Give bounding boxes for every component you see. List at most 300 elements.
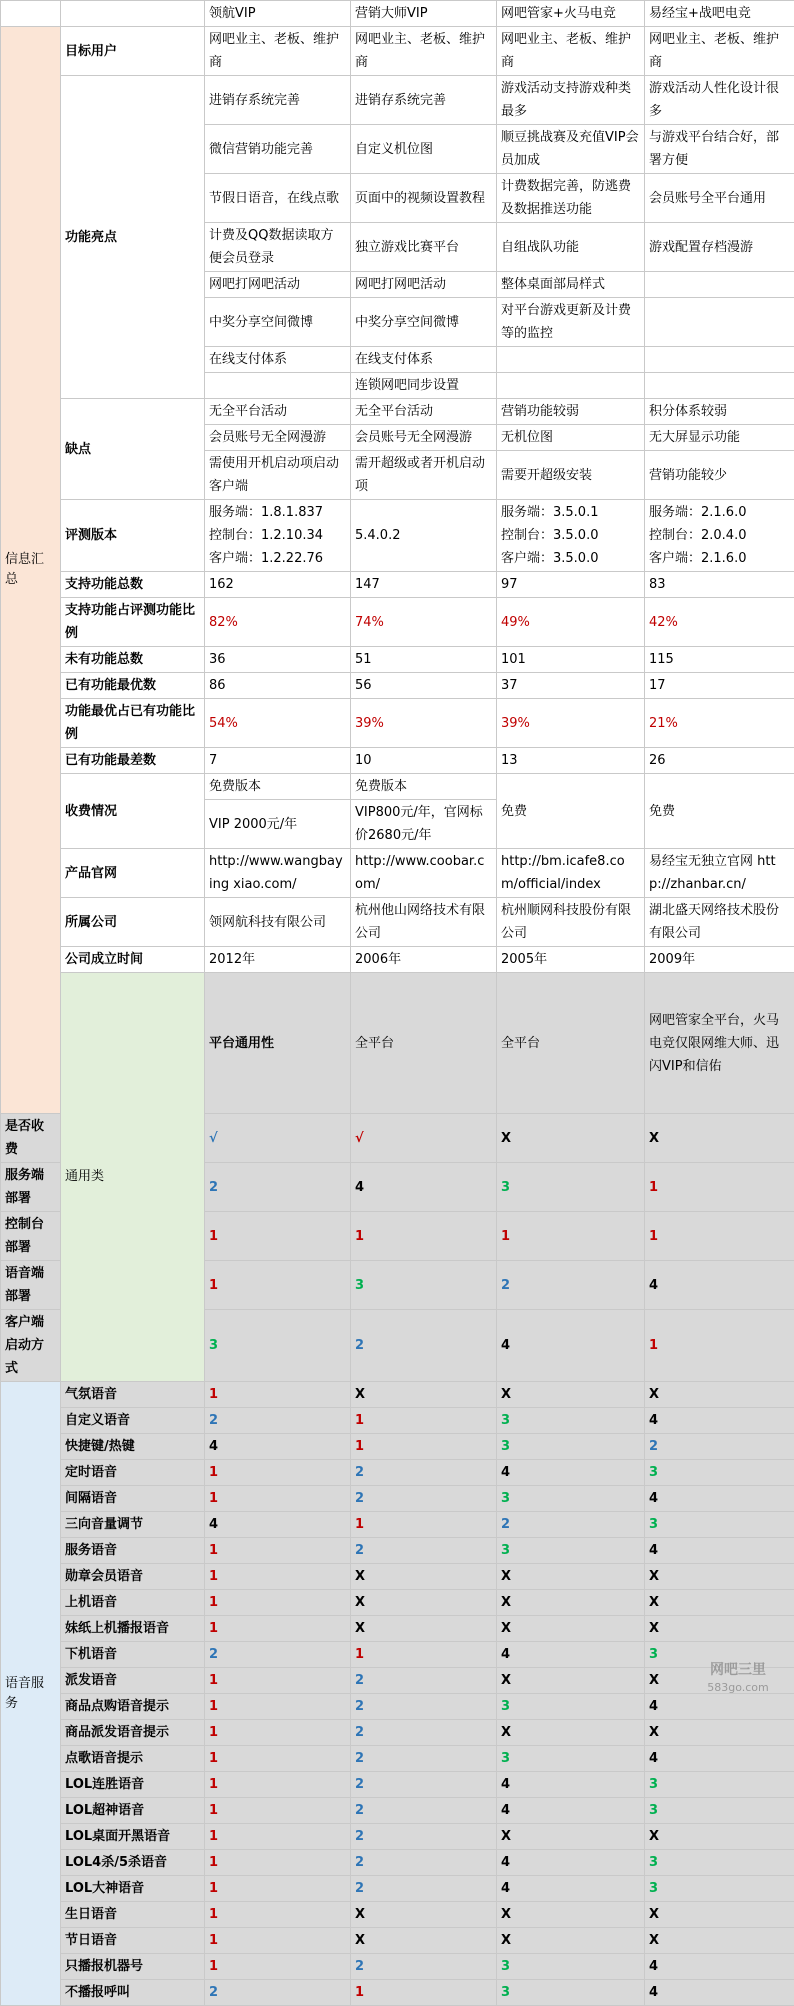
table-cell: 中奖分享空间微博: [351, 298, 497, 347]
row-label: 已有功能最优数: [61, 673, 205, 699]
table-cell: 42%: [645, 598, 794, 647]
rank-cell: 2: [351, 1460, 497, 1486]
rank-cell: 1: [205, 1538, 351, 1564]
rank-cell: 2: [645, 1434, 794, 1460]
table-row: [1, 1408, 794, 1434]
table-row: [1, 1564, 794, 1590]
table-cell: 无大屏显示功能: [645, 425, 794, 451]
table-cell: 147: [351, 572, 497, 598]
rank-cell: 1: [205, 1460, 351, 1486]
rank-cell: 1: [205, 1798, 351, 1824]
rank-cell: 2: [351, 1694, 497, 1720]
table-cell: 39%: [497, 699, 645, 748]
version-line: 5.4.0.2: [355, 524, 492, 547]
rank-cell: 1: [205, 1261, 351, 1310]
row-label: 支持功能占评测功能比例: [61, 598, 205, 647]
row-label: 支持功能总数: [61, 572, 205, 598]
table-row: [1, 1434, 794, 1460]
table-cell: 需开超级或者开机启动项: [351, 451, 497, 500]
rank-cell: X: [351, 1382, 497, 1408]
table-cell: 需要开超级安装: [497, 451, 645, 500]
table-cell: 2009年: [645, 947, 794, 973]
table-cell: [497, 373, 645, 399]
table-cell: 162: [205, 572, 351, 598]
table-cell: [645, 373, 794, 399]
table-cell: 54%: [205, 699, 351, 748]
row-label: 是否收费: [1, 1114, 61, 1163]
table-row: [1, 973, 794, 1114]
version-line: 服务端：3.5.0.1: [501, 501, 640, 524]
watermark-title: 网吧三里: [690, 1660, 786, 1680]
table-cell: 26: [645, 748, 794, 774]
table-row: [1, 1538, 794, 1564]
row-label: 不播报呼叫: [61, 1980, 205, 2006]
table-cell: [645, 298, 794, 347]
table-row: [1, 898, 794, 947]
column-header: 领航VIP: [205, 1, 351, 27]
table-cell: 顺豆挑战赛及充值VIP会员加成: [497, 125, 645, 174]
row-label: 公司成立时间: [61, 947, 205, 973]
table-cell: 游戏活动人性化设计很多: [645, 76, 794, 125]
rank-cell: 1: [205, 1668, 351, 1694]
rank-cell: X: [497, 1616, 645, 1642]
table-cell: 83: [645, 572, 794, 598]
rank-cell: 4: [645, 1954, 794, 1980]
table-cell: 自定义机位图: [351, 125, 497, 174]
rank-cell: 1: [351, 1512, 497, 1538]
header-row: [1, 1, 794, 27]
table-row: [1, 1642, 794, 1668]
row-label: 自定义语音: [61, 1408, 205, 1434]
row-label: 功能亮点: [61, 76, 205, 399]
row-label: 产品官网: [61, 849, 205, 898]
corner-cell: [61, 1, 205, 27]
row-label: 商品点购语音提示: [61, 1694, 205, 1720]
rank-cell: 4: [645, 1408, 794, 1434]
table-cell: http://www.wangbaying xiao.com/: [205, 849, 351, 898]
section-label-voice: 语音服务: [1, 1382, 61, 2006]
rank-cell: X: [645, 1616, 794, 1642]
table-cell: 免费: [645, 774, 794, 849]
rank-cell: 2: [351, 1824, 497, 1850]
rank-cell: 3: [645, 1460, 794, 1486]
rank-cell: X: [497, 1114, 645, 1163]
rank-cell: 全平台: [351, 973, 497, 1114]
table-row: [1, 699, 794, 748]
table-cell: 对平台游戏更新及计费等的监控: [497, 298, 645, 347]
table-row: [1, 1382, 794, 1408]
row-label: 只播报机器号: [61, 1954, 205, 1980]
table-cell: 独立游戏比赛平台: [351, 223, 497, 272]
rank-cell: X: [351, 1616, 497, 1642]
rank-cell: X: [645, 1382, 794, 1408]
table-cell: 49%: [497, 598, 645, 647]
rank-cell: X: [497, 1928, 645, 1954]
rank-cell: 2: [205, 1408, 351, 1434]
table-row: [1, 1876, 794, 1902]
row-label: 勋章会员语音: [61, 1564, 205, 1590]
table-cell: 计费及QQ数据读取方便会员登录: [205, 223, 351, 272]
row-label: 下机语音: [61, 1642, 205, 1668]
table-row: [1, 1772, 794, 1798]
version-line: 服务端：1.8.1.837: [209, 501, 346, 524]
rank-cell: 3: [645, 1850, 794, 1876]
table-cell: VIP 2000元/年: [205, 800, 351, 849]
row-label: 平台通用性: [205, 973, 351, 1114]
table-cell: 微信营销功能完善: [205, 125, 351, 174]
rank-cell: 4: [497, 1798, 645, 1824]
rank-cell: 全平台: [497, 973, 645, 1114]
row-label: 收费情况: [61, 774, 205, 849]
row-label: 妹纸上机播报语音: [61, 1616, 205, 1642]
rank-cell: √: [351, 1114, 497, 1163]
row-label: 缺点: [61, 399, 205, 500]
rank-cell: 3: [645, 1798, 794, 1824]
watermark-url: 583go.com: [690, 1680, 786, 1696]
table-cell: 营销功能较弱: [497, 399, 645, 425]
table-row: [1, 1850, 794, 1876]
rank-cell: 1: [351, 1980, 497, 2006]
rank-cell: 4: [497, 1876, 645, 1902]
rank-cell: 3: [497, 1434, 645, 1460]
row-label: 语音端部署: [1, 1261, 61, 1310]
table-cell: 56: [351, 673, 497, 699]
rank-cell: 1: [645, 1212, 794, 1261]
table-cell: 会员账号全平台通用: [645, 174, 794, 223]
table-row: [1, 849, 794, 898]
table-cell: http://bm.icafe8.com/official/index: [497, 849, 645, 898]
row-label: 服务端部署: [1, 1163, 61, 1212]
rank-cell: 1: [205, 1564, 351, 1590]
rank-cell: 1: [351, 1642, 497, 1668]
rank-cell: 4: [645, 1486, 794, 1512]
table-cell: 易经宝无独立官网 http://zhanbar.cn/: [645, 849, 794, 898]
row-label: 目标用户: [61, 27, 205, 76]
row-label: 已有功能最差数: [61, 748, 205, 774]
rank-cell: X: [645, 1720, 794, 1746]
rank-cell: 2: [205, 1642, 351, 1668]
rank-cell: 2: [205, 1163, 351, 1212]
rank-cell: X: [645, 1590, 794, 1616]
table-cell: 湖北盛天网络技术股份有限公司: [645, 898, 794, 947]
table-row: [1, 1746, 794, 1772]
table-cell: [645, 347, 794, 373]
table-row: [1, 748, 794, 774]
table-cell: 51: [351, 647, 497, 673]
rank-cell: X: [645, 1902, 794, 1928]
rank-cell: 2: [351, 1798, 497, 1824]
row-label: 定时语音: [61, 1460, 205, 1486]
table-cell: 82%: [205, 598, 351, 647]
table-row: [1, 1668, 794, 1694]
row-label: 快捷键/热键: [61, 1434, 205, 1460]
rank-cell: 2: [351, 1668, 497, 1694]
table-cell: 免费版本: [205, 774, 351, 800]
table-cell: 连锁网吧同步设置: [351, 373, 497, 399]
row-label: 客户端启动方式: [1, 1310, 61, 1382]
table-cell: 21%: [645, 699, 794, 748]
rank-cell: 1: [497, 1212, 645, 1261]
row-label: 评测版本: [61, 500, 205, 572]
table-cell: 杭州顺网科技股份有限公司: [497, 898, 645, 947]
rank-cell: 1: [205, 1954, 351, 1980]
row-label: LOL4杀/5杀语音: [61, 1850, 205, 1876]
table-cell: 营销功能较少: [645, 451, 794, 500]
rank-cell: 3: [205, 1310, 351, 1382]
watermark: [690, 1660, 786, 1704]
corner-cell: [1, 1, 61, 27]
version-cell: [497, 500, 645, 572]
rank-cell: 1: [205, 1694, 351, 1720]
rank-cell: 4: [497, 1310, 645, 1382]
table-cell: 2012年: [205, 947, 351, 973]
version-line: 客户端：3.5.0.0: [501, 547, 640, 570]
table-row: [1, 27, 794, 76]
rank-cell: 1: [205, 1720, 351, 1746]
row-label: 点歌语音提示: [61, 1746, 205, 1772]
rank-cell: 3: [497, 1694, 645, 1720]
row-label: 派发语音: [61, 1668, 205, 1694]
rank-cell: X: [497, 1564, 645, 1590]
row-label: 功能最优占已有功能比例: [61, 699, 205, 748]
version-cell: [645, 500, 794, 572]
rank-cell: 4: [497, 1850, 645, 1876]
table-cell: 17: [645, 673, 794, 699]
rank-cell: X: [351, 1928, 497, 1954]
rank-cell: 1: [205, 1876, 351, 1902]
table-cell: 页面中的视频设置教程: [351, 174, 497, 223]
table-cell: 游戏配置存档漫游: [645, 223, 794, 272]
rank-cell: X: [645, 1114, 794, 1163]
rank-cell: 1: [205, 1382, 351, 1408]
row-label: 服务语音: [61, 1538, 205, 1564]
rank-cell: 4: [645, 1746, 794, 1772]
version-line: 客户端：1.2.22.76: [209, 547, 346, 570]
table-cell: 会员账号无全网漫游: [351, 425, 497, 451]
rank-cell: 4: [205, 1512, 351, 1538]
table-cell: 74%: [351, 598, 497, 647]
table-row: [1, 1902, 794, 1928]
rank-cell: 4: [497, 1460, 645, 1486]
rank-cell: 1: [645, 1163, 794, 1212]
table-row: [1, 1928, 794, 1954]
version-line: 服务端：2.1.6.0: [649, 501, 790, 524]
rank-cell: X: [645, 1564, 794, 1590]
rank-cell: 2: [351, 1720, 497, 1746]
rank-cell: 3: [497, 1408, 645, 1434]
column-header: 易经宝+战吧电竞: [645, 1, 794, 27]
rank-cell: 3: [497, 1980, 645, 2006]
rank-cell: 2: [351, 1850, 497, 1876]
version-line: 控制台：1.2.10.34: [209, 524, 346, 547]
table-cell: 中奖分享空间微博: [205, 298, 351, 347]
table-row: [1, 76, 794, 125]
version-cell: [351, 500, 497, 572]
rank-cell: X: [351, 1590, 497, 1616]
rank-cell: X: [497, 1824, 645, 1850]
rank-cell: 3: [497, 1163, 645, 1212]
table-cell: 86: [205, 673, 351, 699]
table-cell: 自组战队功能: [497, 223, 645, 272]
rank-cell: 1: [351, 1434, 497, 1460]
rank-cell: 2: [497, 1261, 645, 1310]
column-header: 网吧管家+火马电竞: [497, 1, 645, 27]
rank-cell: 3: [645, 1876, 794, 1902]
table-cell: 与游戏平台结合好，部署方便: [645, 125, 794, 174]
rank-cell: 3: [497, 1746, 645, 1772]
rank-cell: 3: [497, 1486, 645, 1512]
rank-cell: 2: [351, 1538, 497, 1564]
rank-cell: X: [645, 1668, 794, 1694]
table-cell: 进销存系统完善: [205, 76, 351, 125]
table-row: [1, 673, 794, 699]
rank-cell: X: [645, 1824, 794, 1850]
table-row: [1, 1954, 794, 1980]
rank-cell: 1: [205, 1616, 351, 1642]
rank-cell: 1: [205, 1772, 351, 1798]
table-cell: 网吧业主、老板、维护商: [645, 27, 794, 76]
table-cell: VIP800元/年，官网标价2680元/年: [351, 800, 497, 849]
table-cell: 进销存系统完善: [351, 76, 497, 125]
rank-cell: X: [645, 1928, 794, 1954]
table-row: [1, 1824, 794, 1850]
rank-cell: 网吧管家全平台，火马电竞仅限网维大师、迅闪VIP和信佑: [645, 973, 794, 1114]
table-cell: 免费: [497, 774, 645, 849]
rank-cell: 2: [351, 1876, 497, 1902]
rank-cell: 1: [205, 1590, 351, 1616]
rank-cell: 2: [351, 1310, 497, 1382]
rank-cell: 2: [351, 1954, 497, 1980]
table-row: [1, 1720, 794, 1746]
rank-cell: 1: [645, 1310, 794, 1382]
table-row: [1, 1486, 794, 1512]
row-label: LOL桌面开黑语音: [61, 1824, 205, 1850]
rank-cell: 2: [351, 1486, 497, 1512]
table-cell: 2006年: [351, 947, 497, 973]
table-cell: 在线支付体系: [205, 347, 351, 373]
rank-cell: 2: [205, 1980, 351, 2006]
table-cell: 网吧打网吧活动: [351, 272, 497, 298]
rank-cell: 1: [351, 1212, 497, 1261]
rank-cell: X: [497, 1720, 645, 1746]
table-row: [1, 1460, 794, 1486]
table-row: [1, 1590, 794, 1616]
rank-cell: 1: [205, 1486, 351, 1512]
table-cell: 101: [497, 647, 645, 673]
row-label: 间隔语音: [61, 1486, 205, 1512]
table-cell: [497, 347, 645, 373]
row-label: 所属公司: [61, 898, 205, 947]
table-cell: 整体桌面部局样式: [497, 272, 645, 298]
table-cell: 需使用开机启动项启动客户端: [205, 451, 351, 500]
table-row: [1, 598, 794, 647]
row-label: 控制台部署: [1, 1212, 61, 1261]
row-label: LOL连胜语音: [61, 1772, 205, 1798]
table-cell: 7: [205, 748, 351, 774]
table-cell: 13: [497, 748, 645, 774]
table-cell: 36: [205, 647, 351, 673]
row-label: 上机语音: [61, 1590, 205, 1616]
row-label: 节日语音: [61, 1928, 205, 1954]
rank-cell: 4: [205, 1434, 351, 1460]
rank-cell: 1: [205, 1902, 351, 1928]
rank-cell: 3: [645, 1642, 794, 1668]
rank-cell: X: [497, 1668, 645, 1694]
table-cell: 网吧业主、老板、维护商: [205, 27, 351, 76]
table-cell: 计费数据完善，防逃费及数据推送功能: [497, 174, 645, 223]
rank-cell: 1: [205, 1746, 351, 1772]
rank-cell: 3: [497, 1954, 645, 1980]
rank-cell: 4: [497, 1642, 645, 1668]
table-row: [1, 1512, 794, 1538]
table-row: [1, 399, 794, 425]
table-row: [1, 572, 794, 598]
row-label: 气氛语音: [61, 1382, 205, 1408]
table-cell: 无全平台活动: [205, 399, 351, 425]
table-cell: 网吧业主、老板、维护商: [497, 27, 645, 76]
rank-cell: 4: [351, 1163, 497, 1212]
table-cell: 节假日语音，在线点歌: [205, 174, 351, 223]
rank-cell: 4: [645, 1538, 794, 1564]
table-cell: 115: [645, 647, 794, 673]
table-cell: 无机位图: [497, 425, 645, 451]
table-cell: 无全平台活动: [351, 399, 497, 425]
table-row: [1, 500, 794, 572]
table-cell: 积分体系较弱: [645, 399, 794, 425]
table-row: [1, 1694, 794, 1720]
table-cell: 10: [351, 748, 497, 774]
table-cell: 97: [497, 572, 645, 598]
table-row: [1, 947, 794, 973]
table-row: [1, 647, 794, 673]
column-header: 营销大师VIP: [351, 1, 497, 27]
rank-cell: 2: [351, 1746, 497, 1772]
table-cell: 领网航科技有限公司: [205, 898, 351, 947]
rank-cell: 2: [351, 1772, 497, 1798]
table-cell: 免费版本: [351, 774, 497, 800]
row-label: 生日语音: [61, 1902, 205, 1928]
rank-cell: 1: [351, 1408, 497, 1434]
table-cell: [205, 373, 351, 399]
version-line: 控制台：3.5.0.0: [501, 524, 640, 547]
rank-cell: 4: [645, 1261, 794, 1310]
table-cell: 杭州他山网络技术有限公司: [351, 898, 497, 947]
table-row: [1, 1980, 794, 2006]
section-label-common: 通用类: [61, 973, 205, 1382]
table-cell: [645, 272, 794, 298]
rank-cell: 4: [645, 1694, 794, 1720]
rank-cell: 3: [645, 1512, 794, 1538]
rank-cell: 3: [497, 1538, 645, 1564]
rank-cell: X: [497, 1590, 645, 1616]
table-cell: http://www.coobar.com/: [351, 849, 497, 898]
section-label-info: 信息汇总: [1, 27, 61, 1114]
table-cell: 在线支付体系: [351, 347, 497, 373]
table-cell: 37: [497, 673, 645, 699]
rank-cell: X: [351, 1564, 497, 1590]
rank-cell: 4: [645, 1980, 794, 2006]
table-cell: 会员账号无全网漫游: [205, 425, 351, 451]
row-label: 未有功能总数: [61, 647, 205, 673]
rank-cell: 2: [497, 1512, 645, 1538]
version-cell: [205, 500, 351, 572]
table-cell: 2005年: [497, 947, 645, 973]
table-cell: 网吧业主、老板、维护商: [351, 27, 497, 76]
rank-cell: 1: [205, 1928, 351, 1954]
version-line: 控制台：2.0.4.0: [649, 524, 790, 547]
row-label: LOL大神语音: [61, 1876, 205, 1902]
version-line: 客户端：2.1.6.0: [649, 547, 790, 570]
